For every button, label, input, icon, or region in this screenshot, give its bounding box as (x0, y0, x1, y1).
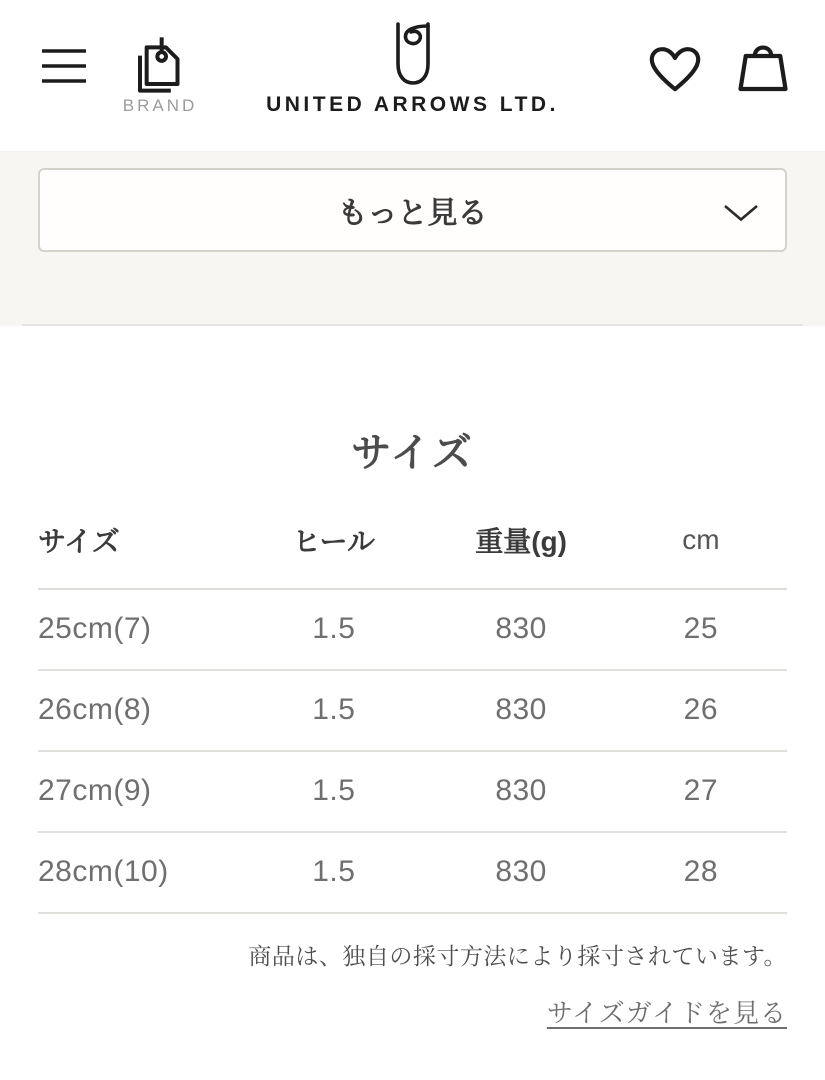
table-cell: 1.5 (240, 589, 427, 670)
hamburger-menu-button[interactable] (41, 46, 87, 86)
table-cell: 27 (615, 751, 787, 832)
collapsed-detail-section (0, 152, 825, 326)
col-header-cm: cm (615, 510, 787, 589)
table-cell: 830 (427, 670, 614, 751)
hamburger-icon (41, 46, 87, 86)
table-cell: 1.5 (240, 670, 427, 751)
col-header-size: サイズ (38, 510, 240, 589)
logo-wordmark: UNITED ARROWS LTD. (266, 93, 559, 116)
table-cell: 28cm(10) (38, 832, 240, 913)
united-arrows-monogram-icon (203, 22, 623, 86)
show-more-label: もっと見る (337, 197, 488, 230)
section-divider (22, 324, 803, 326)
table-row (38, 589, 787, 670)
table-cell: 25cm(7) (38, 589, 240, 670)
size-table (38, 510, 787, 914)
table-cell: 830 (427, 832, 614, 913)
table-cell: 1.5 (240, 832, 427, 913)
show-more-button[interactable] (38, 168, 787, 252)
table-cell: 1.5 (240, 751, 427, 832)
table-row (38, 670, 787, 751)
table-cell: 830 (427, 589, 614, 670)
brand-nav-button[interactable] (116, 34, 204, 116)
table-cell: 25 (615, 589, 787, 670)
heart-icon (647, 46, 703, 94)
logo-home-button[interactable] (203, 22, 623, 117)
brand-label: BRAND (122, 96, 198, 115)
cart-button[interactable] (736, 42, 790, 94)
size-section-title: サイズ (351, 431, 474, 475)
brand-tag-icon (116, 34, 204, 94)
size-table-header-row (38, 510, 787, 589)
table-row (38, 751, 787, 832)
table-cell: 26 (615, 670, 787, 751)
wishlist-button[interactable] (647, 46, 703, 94)
col-header-weight: 重量(g) (427, 510, 614, 589)
measurement-note: 商品は、独自の採寸方法により採寸されています。 (248, 943, 787, 969)
col-header-heel: ヒール (240, 510, 427, 589)
table-cell: 27cm(9) (38, 751, 240, 832)
table-cell: 830 (427, 751, 614, 832)
shopping-bag-icon (736, 42, 790, 94)
table-cell: 28 (615, 832, 787, 913)
table-row (38, 832, 787, 913)
size-section (0, 421, 825, 1030)
table-cell: 26cm(8) (38, 670, 240, 751)
chevron-down-icon (723, 204, 759, 222)
size-guide-link[interactable]: サイズガイドを見る (546, 998, 787, 1028)
app-header (0, 0, 825, 152)
